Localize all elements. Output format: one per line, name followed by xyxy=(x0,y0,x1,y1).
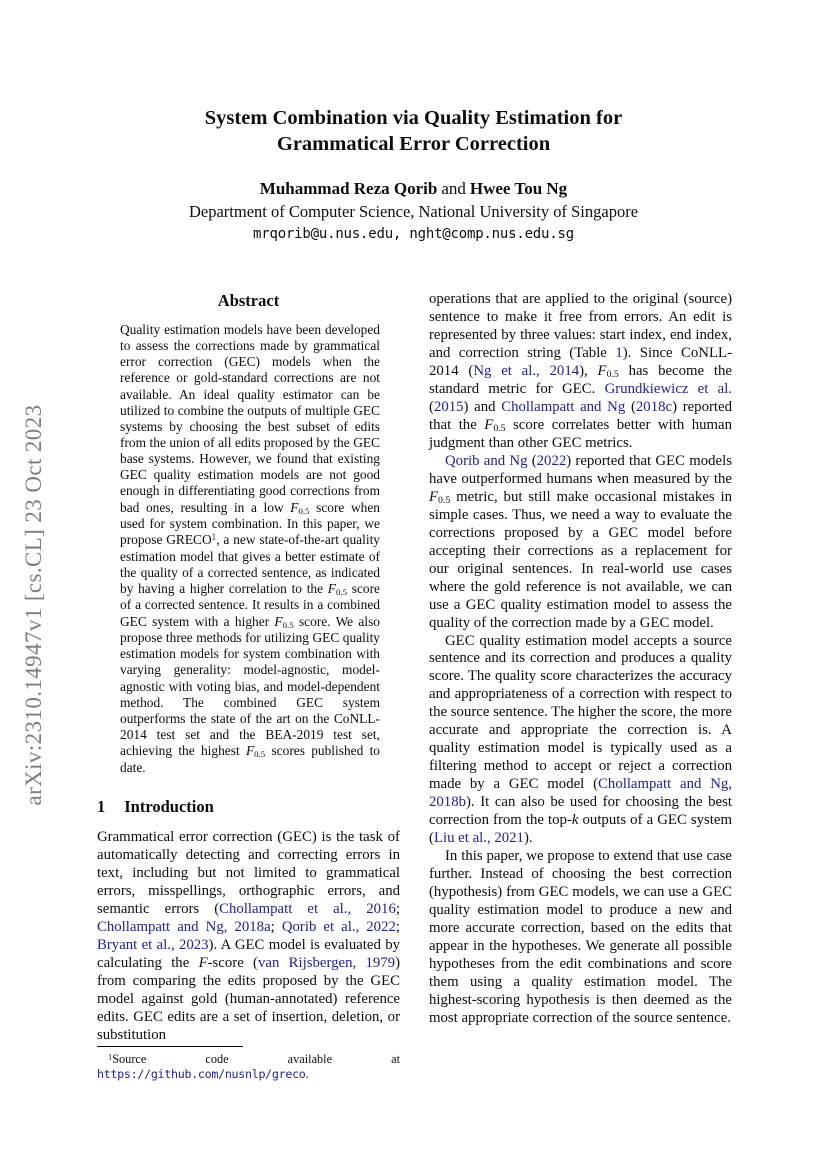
text-segment: ), xyxy=(579,362,598,379)
citation-link[interactable]: van Rijsbergen, 1979 xyxy=(257,954,396,971)
citation-link[interactable]: 2018c xyxy=(635,398,673,415)
two-column-body xyxy=(97,291,732,1083)
text-segment: ). Since CoNLL-2014 ( xyxy=(429,344,732,379)
paper-header xyxy=(0,106,827,242)
citation-link[interactable]: Qorib et al., 2022 xyxy=(281,918,396,935)
citation-link[interactable]: Chollampatt and Ng xyxy=(501,398,626,415)
abstract-body xyxy=(120,322,380,776)
text-segment: metric, but still make occasional mistakes in simple cases. Thus, we need a way to evaluate the corrections proposed by a GEC model before accepting their corrections as a replacement for our original sentences. In real-world use cases where the gold reference is not available, we can use a GEC quality estimation model to assess the quality of the correction made by a GEC model. xyxy=(429,488,732,631)
text-segment: operations that are applied to the original (source) sentence to make it free from errors. An edit is represented by three values: start index, end index, and correction string (Table xyxy=(429,291,732,361)
text-segment: ( xyxy=(429,398,434,415)
body-paragraph-1 xyxy=(429,291,732,453)
intro-paragraph-1 xyxy=(97,829,400,1045)
subscript-segment: 0.5 xyxy=(335,586,348,597)
url-link[interactable]: https://github.com/nusnlp/greco xyxy=(97,1067,306,1082)
text-segment: , a new state-of-the-art quality estimation model that gives a better estimate of the quality of a corrected sentence, as indicated by having a higher correlation to the xyxy=(120,532,380,596)
text-segment: Source code available at xyxy=(112,1051,400,1066)
citation-link[interactable]: Chollampatt et al., 2016 xyxy=(219,900,396,917)
citation-link[interactable]: 1 xyxy=(615,344,623,361)
text-segment: has become the standard metric for GEC. xyxy=(429,362,732,397)
text-segment: ; xyxy=(270,918,282,935)
citation-link[interactable]: Bryant et al., 2023 xyxy=(97,936,209,953)
citation-link[interactable]: 2015 xyxy=(433,398,464,415)
text-segment: GEC quality estimation model accepts a source sentence and its correction and produces a quality score. The quality score characterizes the accuracy and appropriateness of a correction with respect to the source sentence. The higher the score, the more accurate and appropriate the correction is. A quality estimation model is typically used as a filtering method to accept or reject a correction made by a GEC model ( xyxy=(429,632,732,793)
text-segment: In this paper, we propose to extend that use case further. Instead of choosing the best correction (hypothesis) from GEC models, we can use a GEC quality estimation model to produce a new and more accurate correction, based on the edits that appear in the hypotheses. We generate all possible hypotheses from the edit combinations and score them using a quality estimation model. The highest-scoring hypothesis is then deemed as the most appropriate correction of the source sentence. xyxy=(429,848,732,1026)
citation-link[interactable]: Qorib and Ng xyxy=(445,452,528,469)
italic-text-segment: k xyxy=(571,812,579,829)
text-segment: and xyxy=(441,178,466,198)
text-segment: -score ( xyxy=(207,954,258,971)
section-heading-introduction xyxy=(97,797,400,817)
section-title: Introduction xyxy=(124,796,214,816)
subscript-segment: 0.5 xyxy=(606,369,619,381)
paper-title xyxy=(0,106,827,158)
text-segment: ). A GEC model is evaluated by calculating the xyxy=(97,936,400,971)
text-segment: ). xyxy=(523,830,533,847)
text-segment: outputs of a GEC system ( xyxy=(429,812,732,847)
title-line-2: Grammatical Error Correction xyxy=(276,132,551,155)
bold-text-segment: Muhammad Reza Qorib xyxy=(259,178,438,198)
italic-text-segment: F xyxy=(245,743,255,759)
italic-text-segment: F xyxy=(274,613,283,629)
footnote xyxy=(97,1046,400,1083)
text-segment: ; xyxy=(395,918,401,935)
citation-link[interactable]: Chollampatt and Ng, 2018a xyxy=(97,918,271,935)
subscript-segment: 0.5 xyxy=(254,749,266,760)
text-segment: score when used for system combination. In this paper, we propose GRECO xyxy=(120,499,380,548)
subscript-segment: 0.5 xyxy=(282,619,294,630)
text-segment: ( xyxy=(527,452,537,469)
author-emails: mrqorib@u.nus.edu, nght@comp.nus.edu.sg xyxy=(253,225,574,242)
arxiv-watermark-label: arXiv:2310.14947v1 [cs.CL] 23 Oct 2023 xyxy=(21,404,46,806)
italic-text-segment: F xyxy=(198,954,208,971)
bold-text-segment: Hwee Tou Ng xyxy=(469,178,568,198)
footnote-marker: 1 xyxy=(108,1051,113,1061)
author-line xyxy=(0,179,827,199)
footnote-ref-link[interactable]: 1 xyxy=(211,532,217,543)
left-column xyxy=(97,291,400,1083)
citation-link[interactable]: Grundkiewicz et al. xyxy=(604,380,733,397)
text-segment: ) from comparing the edits proposed by the GEC model against gold (human-annotated) reference edits. GEC edits are a set of insertion, deletion, or substitution xyxy=(97,954,400,1043)
text-segment: scores published to date. xyxy=(120,743,380,775)
text-segment: ( xyxy=(625,398,636,415)
citation-link[interactable]: 2022 xyxy=(536,452,567,469)
subscript-segment: 0.5 xyxy=(493,422,506,434)
italic-text-segment: F xyxy=(597,362,607,379)
italic-text-segment: F xyxy=(484,416,494,433)
text-segment: score correlates better with human judgment than other GEC metrics. xyxy=(429,416,733,451)
citation-link[interactable]: Chollampatt and Ng, 2018b xyxy=(429,776,732,811)
text-segment: ). It can also be used for choosing the best correction from the top- xyxy=(429,794,732,829)
citation-link[interactable]: Liu et al., 2021 xyxy=(433,830,524,847)
text-segment: score. We also propose three methods for utilizing GEC quality estimation models for system combination with varying generality: model-agnostic, model-agnostic with voting bias, and model-dependent method. The combined GEC system outperforms the state of the art on the CoNLL-2014 test set and the BEA-2019 test set, achieving the highest xyxy=(120,613,380,759)
text-segment: ; xyxy=(395,900,400,917)
right-column xyxy=(429,291,732,1083)
subscript-segment: 0.5 xyxy=(438,494,451,506)
section-number: 1 xyxy=(97,796,106,816)
italic-text-segment: F xyxy=(429,488,439,505)
text-segment: score of a corrected sentence. It results in a combined GEC system with a higher xyxy=(120,580,380,629)
text-segment: ) and xyxy=(463,398,502,415)
footnote-divider xyxy=(97,1046,243,1047)
text-segment: ) reported that the xyxy=(429,398,732,433)
text-segment: ) reported that GEC models have outperformed humans when measured by the xyxy=(429,452,732,487)
italic-text-segment: F xyxy=(327,580,336,596)
body-paragraph-3 xyxy=(429,633,732,849)
footnote-text xyxy=(97,1052,400,1083)
text-segment: Grammatical error correction (GEC) is the task of automatically detecting and correcting errors in text, including but not limited to grammatical errors, misspellings, orthographic errors, and semantic errors ( xyxy=(97,828,400,917)
title-line-1: System Combination via Quality Estimation for xyxy=(204,107,623,129)
body-paragraph-2 xyxy=(429,453,732,633)
subscript-segment: 0.5 xyxy=(298,505,310,516)
abstract-heading: Abstract xyxy=(217,291,280,310)
text-segment: Quality estimation models have been developed to assess the corrections made by grammatical error correction (GEC) models when the reference or gold-standard corrections are not available. An ideal quality estimator can be utilized to combine the outputs of multiple GEC systems by choosing the best subset of edits from the union of all edits proposed by the GEC base systems. However, we found that existing GEC quality estimation models are not good enough in differentiating good corrections from bad ones, resulting in a low xyxy=(120,322,380,515)
text-segment: . xyxy=(305,1067,309,1082)
citation-link[interactable]: Ng et al., 2014 xyxy=(473,362,580,379)
body-paragraph-4 xyxy=(429,848,732,1028)
affiliation-line: Department of Computer Science, National University of Singapore xyxy=(188,201,639,221)
italic-text-segment: F xyxy=(290,499,299,515)
